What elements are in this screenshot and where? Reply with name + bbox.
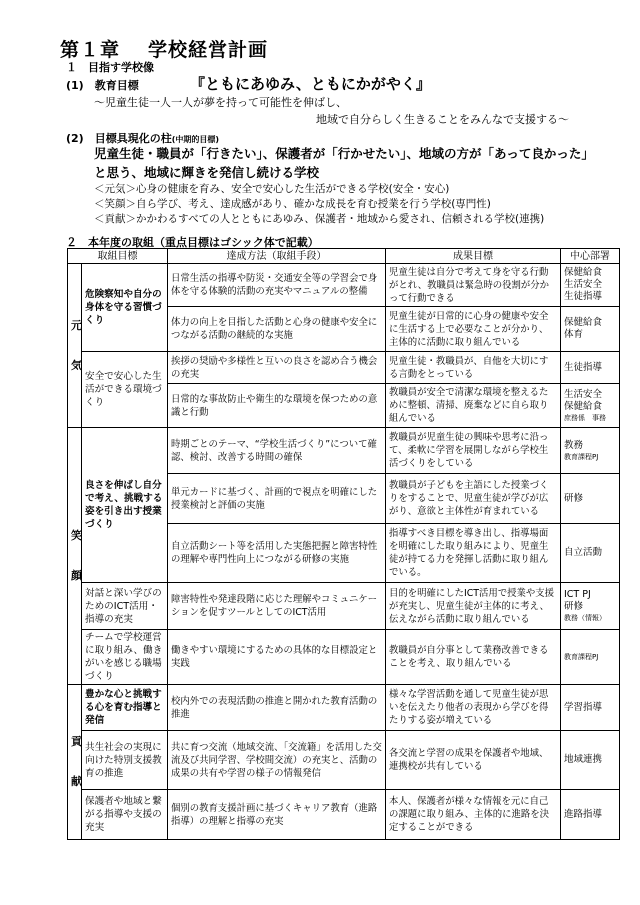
dept-cell: [561, 583, 620, 630]
outcome-cell: 本人、保護者が様々な情報を元に自己の課題に取り組み、主体的に進路を決定することができる: [386, 790, 561, 840]
table-row: [68, 264, 620, 307]
dept-cell: [561, 352, 620, 384]
pillar-genki: ＜元気＞心身の健康を育み、安全で安心した生活ができる学校(安全・安心): [94, 183, 450, 195]
dept-cell: [561, 685, 620, 731]
table-row: [68, 428, 620, 474]
method-cell: 障害特性や発達段階に応じた理解やコミュニケーションを促すツールとしてのICT活用: [168, 583, 386, 630]
dept-small-text: 庶務係 事務: [564, 413, 606, 422]
outcome-cell: 児童生徒・教職員が、自他を大切にする言動をとっている: [386, 352, 561, 384]
outcome-cell: 児童生徒は自分で考えて身を守る行動がとれ、教職員は緊急時の役割が分かって行動できる: [386, 264, 561, 307]
pillar-cell-egao: [68, 428, 82, 685]
dept-text: 自立活動: [564, 547, 603, 558]
pillar-cell-genki: [68, 264, 82, 428]
item-cell: 安全で安心した生活ができる環境づくり: [82, 352, 168, 428]
section1-heading: １ 目指す学校像: [66, 61, 154, 74]
table-row: [68, 352, 620, 384]
col-header-goal: 取組目標: [68, 249, 168, 264]
method-cell: 日常的な事故防止や衛生的な環境を保つための意識と行動: [168, 384, 386, 428]
method-cell: 挨拶の奨励や多様性と互いの良さを認め合う機会の充実: [168, 352, 386, 384]
method-cell: 校内外での表現活動の推進と開かれた教育活動の推進: [168, 685, 386, 731]
outcome-cell: 教職員が自分事として業務改善できることを考え、取り組んでいる: [386, 630, 561, 685]
pillar-heading-note: (中期的目標): [171, 135, 220, 144]
pillar-koken: ＜貢献＞かかわるすべての人とともにあゆみ、保護者・地域から愛され、信頼される学校(連携): [94, 213, 545, 225]
table-header-row: [68, 249, 620, 264]
chapter-name: 学校経営計画: [148, 39, 269, 61]
item-cell: 危険察知や自分の身体を守る習慣づくり: [82, 264, 168, 352]
dept-cell: [561, 428, 620, 474]
item-cell: 保護者や地域と繋がる指導や支援の充実: [82, 790, 168, 840]
goal-sub1: ～児童生徒一人一人が夢を持って可能性を伸ばし、: [94, 96, 347, 109]
goal-sub2: 地域で自分らしく生きることをみんなで支援する～: [316, 113, 569, 126]
col-header-method: 達成方法（取組手段）: [168, 249, 386, 264]
pillar-char: 顔: [71, 569, 82, 582]
dept-cell: [561, 630, 620, 685]
goal-label: (1) 教育目標: [66, 79, 139, 92]
item-cell: 共生社会の実現に向けた特別支援教育の推進: [82, 731, 168, 790]
pillar-char: 気: [71, 358, 82, 372]
dept-cell: [561, 384, 620, 428]
dept-text: 教務: [564, 439, 584, 451]
item-cell: チームで学校運営に取り組み、働きがいを感じる職場づくり: [82, 630, 168, 685]
dept-cell: [561, 307, 620, 352]
pillar-heading-label: (2) 目標具現化の柱: [66, 132, 172, 145]
outcome-cell: 各交流と学習の成果を保護者や地域、連携校が共有している: [386, 731, 561, 790]
pillar-char: 献: [71, 775, 82, 788]
pillar-char: 貢: [71, 735, 82, 748]
outcome-cell: 教職員が安全で清潔な環境を整えるために整頓、清掃、廃棄などに自ら取り組んでいる: [386, 384, 561, 428]
outcome-cell: 目的を明確にしたICT活用で授業や支援が充実し、児童生徒が主体的に考え、伝えながら活動に取り組んでいる: [386, 583, 561, 630]
outcome-cell: 児童生徒が日常的に心身の健康や安全に生活する上で必要なことが分かり、主体的に活動に取り組んでいる: [386, 307, 561, 352]
table-row: [68, 731, 620, 790]
dept-cell: [561, 524, 620, 583]
col-header-outcome: 成果目標: [386, 249, 561, 264]
method-cell: 個別の教育支援計画に基づくキャリア教育（進路指導）の理解と指導の充実: [168, 790, 386, 840]
dept-text: 地域連携: [564, 754, 603, 765]
dept-text: ICT PJ: [564, 589, 591, 600]
pillar-cell-koken: [68, 685, 82, 840]
method-cell: 共に育つ交流（地域交流、「交流籍」を活用した交流及び共同学習、学校間交流）の充実と、活動の成果の共有や学習の様子の情報発信: [168, 731, 386, 790]
dept-text: 体育: [564, 329, 584, 340]
method-cell: 単元カードに基づく、計画的で視点を明確にした授業検討と評価の実施: [168, 474, 386, 524]
outcome-cell: 様々な学習活動を通して児童生徒が思いを伝えたり他者の表現から学びを得たりする姿が増えている: [386, 685, 561, 731]
method-cell: 働きやすい環境にするための具体的な目標設定と実践: [168, 630, 386, 685]
col-header-dept: 中心部署: [561, 249, 620, 264]
goal-motto: 『ともにあゆみ、ともにかがやく』: [190, 75, 431, 93]
dept-small-text: 教育課程PJ: [564, 452, 599, 461]
school-vision: 児童生徒・職員が「行きたい」、保護者が「行かせたい」、地域の方が「あって良かった」と思う、地域に輝きを発信し続ける学校: [94, 146, 594, 180]
plan-table: [67, 248, 620, 840]
pillar-egao: ＜笑顔＞自ら学び、考え、達成感があり、確かな成長を育む授業を行う学校(専門性): [94, 198, 491, 210]
item-cell: 対話と深い学びのためのICT活用・指導の充実: [82, 583, 168, 630]
dept-text: 生徒指導: [564, 291, 603, 302]
method-cell: 体力の向上を目指した活動と心身の健康や安全につながる活動の継続的な実施: [168, 307, 386, 352]
method-cell: 時期ごとのテーマ、“学校生活づくり”について確認、検討、改善する時間の確保: [168, 428, 386, 474]
dept-text: 保健給食: [564, 317, 603, 328]
dept-cell: [561, 474, 620, 524]
dept-cell: [561, 731, 620, 790]
dept-text: 保健給食: [564, 267, 603, 278]
dept-small-text: 教務（情報）: [564, 614, 606, 622]
dept-text: 生活安全: [564, 388, 603, 400]
dept-text: 研修: [564, 601, 584, 612]
chapter-number: 第１章: [60, 39, 121, 61]
item-cell: 良さを伸ばし自分で考え、挑戦する姿を引き出す授業づくり: [82, 428, 168, 583]
pillar-char: 元: [71, 318, 82, 332]
dept-cell: [561, 790, 620, 840]
outcome-cell: 指導すべき目標を導き出し、指導場面を明確にした取り組みにより、児童生徒が持てる力を発揮し活動に取り組んでいる。: [386, 524, 561, 583]
table-row: [68, 630, 620, 685]
dept-text: 保健給食: [564, 400, 603, 412]
outcome-cell: 教職員が子どもを主語にした授業づくりをすることで、児童生徒が学びが広がり、意欲と主体性が育まれている: [386, 474, 561, 524]
dept-text: 学習指導: [564, 701, 603, 713]
method-cell: 自立活動シート等を活用した実態把握と障害特性の理解や専門性向上につながる研修の実施: [168, 524, 386, 583]
method-cell: 日常生活の指導や防災・交通安全等の学習会で身体を守る体験的活動の充実やマニュアルの整備: [168, 264, 386, 307]
dept-text: 生徒指導: [564, 361, 603, 373]
section2-heading: ２ 本年度の取組（重点目標はゴシック体で記載）: [66, 236, 319, 249]
dept-text: 生活安全: [564, 279, 603, 290]
outcome-cell: 教職員が児童生徒の興味や思考に沿って、柔軟に学習を展開しながら学校生活づくりをしている: [386, 428, 561, 474]
table-row: [68, 685, 620, 731]
item-cell: 豊かな心と挑戦する心を育む指導と発信: [82, 685, 168, 731]
table-row: [68, 790, 620, 840]
dept-text: 進路指導: [564, 808, 603, 820]
chapter-title: [60, 35, 268, 62]
dept-text: 研修: [564, 492, 584, 504]
table-row: [68, 583, 620, 630]
dept-cell: [561, 264, 620, 307]
pillar-char: 笑: [71, 529, 82, 542]
dept-small-text: 教育課程PJ: [564, 653, 599, 661]
